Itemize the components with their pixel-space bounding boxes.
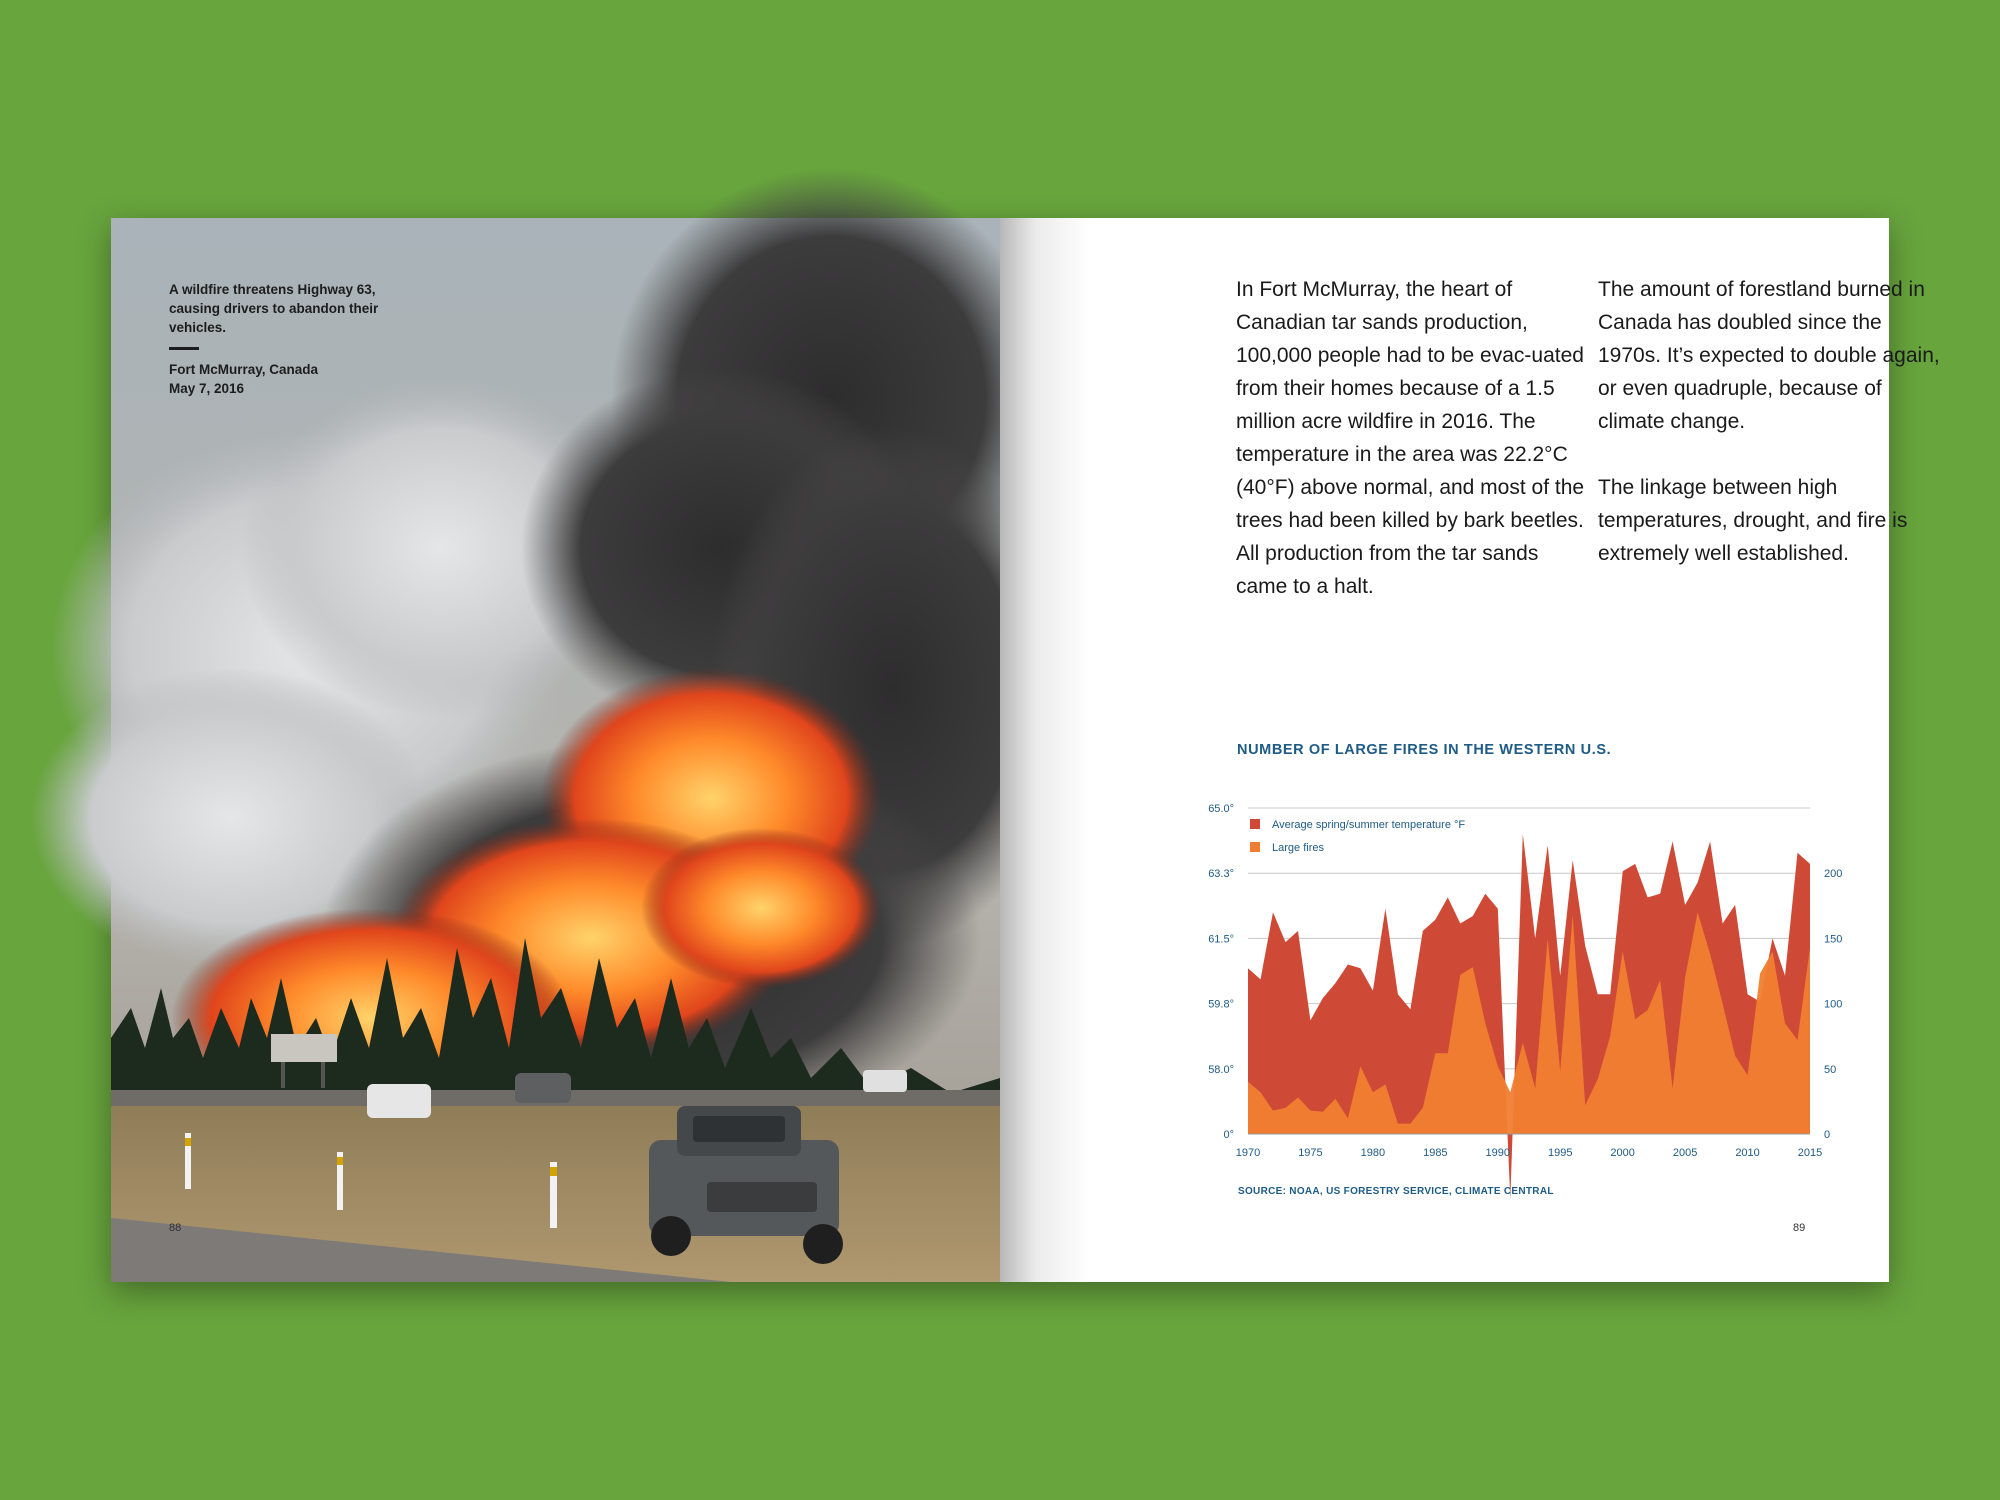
caption-date: May 7, 2016 — [169, 381, 245, 396]
x-tick-label: 2015 — [1797, 1147, 1823, 1159]
caption-text: A wildfire threatens Highway 63, causing drivers to abandon their vehicles. — [169, 282, 379, 335]
body-paragraph: The linkage between high temperatures, drought, and fire is extremely well established. — [1598, 476, 1908, 565]
y-right-tick-label: 150 — [1824, 933, 1843, 946]
right-page — [1000, 218, 1940, 1282]
x-tick-label: 1970 — [1235, 1147, 1261, 1159]
y-left-tick-label: 65.0° — [1208, 803, 1234, 815]
caption-place: Fort McMurray, Canada — [169, 362, 319, 377]
y-right-tick-label: 200 — [1824, 868, 1843, 881]
x-tick-label: 2005 — [1672, 1147, 1698, 1159]
y-left-tick-label: 61.5° — [1208, 933, 1234, 946]
x-tick-label: 2000 — [1610, 1147, 1635, 1159]
x-tick-label: 1990 — [1485, 1147, 1511, 1159]
caption-rule — [169, 347, 199, 350]
body-paragraph: In Fort McMurray, the heart of Canadian tar sands production, 100,000 people had to be evac-uated from their homes because of a 1.5 million acre wildfire in 2016. The temperature in the area was 22.2°C (40°F) above normal, and most of the trees had been killed by bark beetles. All production from the tar sands came to a halt. — [1236, 278, 1585, 598]
y-left-tick-label: 63.3° — [1208, 868, 1234, 881]
page-number-left: 88 — [169, 1222, 182, 1234]
x-tick-label: 2010 — [1735, 1147, 1760, 1159]
body-paragraph: The amount of forestland burned in Canada has doubled since the 1970s. It’s expected to double again, or even quadruple, because of climate change. — [1598, 278, 1940, 433]
gutter-shadow — [1000, 218, 1090, 1282]
book-spread — [111, 218, 1940, 1282]
page-number-right: 89 — [1793, 1222, 1806, 1234]
y-right-tick-label: 100 — [1824, 998, 1843, 1011]
y-right-tick-label: 0 — [1824, 1129, 1831, 1141]
legend-label-temperature: Average spring/summer temperature °F — [1272, 819, 1466, 831]
x-tick-label: 1975 — [1298, 1147, 1323, 1159]
y-left-tick-label: 58.0° — [1208, 1063, 1234, 1076]
body-column-2 — [1598, 273, 1950, 570]
y-right-tick-label: 50 — [1824, 1063, 1837, 1076]
photo-caption — [169, 280, 409, 398]
x-tick-label: 1985 — [1423, 1147, 1448, 1159]
y-left-tick-label: 0° — [1223, 1129, 1234, 1141]
body-column-1 — [1236, 273, 1588, 603]
legend-swatch-fires — [1250, 842, 1260, 852]
fires-temperature-chart — [1190, 778, 1843, 1178]
chart-source: SOURCE: NOAA, US FORESTRY SERVICE, CLIMATE CENTRAL — [1238, 1186, 1554, 1197]
legend-swatch-temperature — [1250, 819, 1260, 829]
y-left-tick-label: 59.8° — [1208, 998, 1234, 1011]
left-page — [111, 218, 1000, 1282]
legend-label-fires: Large fires — [1272, 842, 1324, 854]
x-tick-label: 1980 — [1360, 1147, 1386, 1159]
x-tick-label: 1995 — [1547, 1147, 1573, 1159]
chart-title: NUMBER OF LARGE FIRES IN THE WESTERN U.S. — [1237, 742, 1612, 758]
